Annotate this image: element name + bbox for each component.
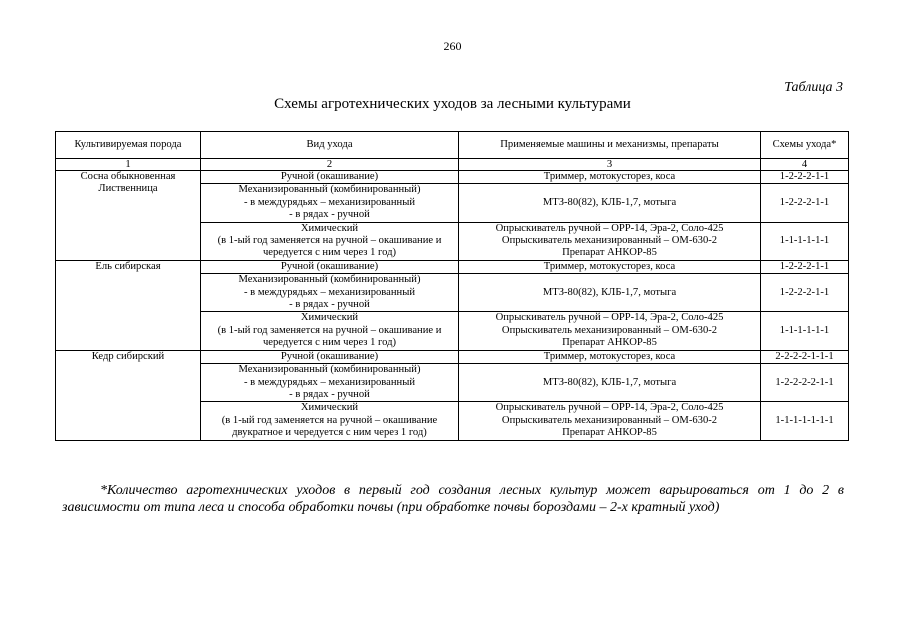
care-type-line: Химический — [300, 312, 359, 324]
species-name: Сосна обыкновенная — [80, 171, 176, 182]
table-row — [56, 350, 849, 363]
machines-line: Триммер, мотокусторез, коса — [543, 350, 676, 362]
table-body — [56, 132, 849, 441]
scheme-cell: 1-2-2-2-1-1 — [761, 260, 849, 273]
machines-line: Опрыскиватель ручной – ОРР-14, Эра-2, Соло-425 — [495, 312, 724, 324]
care-type-line: Механизированный (комбинированный) — [238, 364, 421, 376]
care-type-line: двукратное и чередуется с ним через 1 год) — [232, 427, 427, 439]
care-type-cell — [201, 274, 459, 312]
species-cell — [56, 171, 201, 261]
machines-cell — [459, 222, 761, 260]
header-cell-care-type: Вид ухода — [201, 132, 459, 159]
care-type-line: - в междурядьях – механизированный — [244, 196, 415, 208]
species-cell — [56, 350, 201, 440]
scheme-cell: 1-2-2-2-2-1-1 — [761, 364, 849, 402]
care-type-line: Механизированный (комбинированный) — [238, 184, 421, 196]
machines-line: МТЗ-80(82), КЛБ-1,7, мотыга — [542, 376, 677, 388]
header-cell-machines: Применяемые машины и механизмы, препараты — [459, 132, 761, 159]
header-cell-scheme: Схемы ухода* — [761, 132, 849, 159]
care-type-line: Химический — [300, 402, 359, 414]
table-title: Схемы агротехнических уходов за лесными культурами — [274, 96, 631, 112]
care-type-line: - в рядах - ручной — [289, 299, 370, 311]
machines-cell — [459, 402, 761, 440]
machines-line: Препарат АНКОР-85 — [562, 337, 657, 349]
care-type-line: Ручной (окашивание) — [280, 350, 379, 362]
machines-cell — [459, 312, 761, 350]
machines-line: Опрыскиватель механизированный – ОМ-630-2 — [501, 324, 718, 336]
machines-line: Препарат АНКОР-85 — [562, 247, 657, 259]
scheme-cell: 1-2-2-2-1-1 — [761, 171, 849, 184]
header-cell-species: Культивируемая порода — [56, 132, 201, 159]
care-type-line: Химический — [300, 222, 359, 234]
species-cell — [56, 260, 201, 350]
header-row — [56, 132, 849, 159]
care-type-cell — [201, 222, 459, 260]
species-name: Ель сибирская — [95, 260, 161, 272]
machines-line: МТЗ-80(82), КЛБ-1,7, мотыга — [542, 196, 677, 208]
care-type-line: (в 1-ый год заменяется на ручной – окашивание и — [217, 324, 442, 336]
machines-cell — [459, 171, 761, 184]
care-type-line: чередуется с ним через 1 год) — [262, 337, 397, 349]
care-type-cell — [201, 364, 459, 402]
machines-cell — [459, 350, 761, 363]
care-type-line: Ручной (окашивание) — [280, 171, 379, 182]
table-row — [56, 260, 849, 273]
scheme-cell: 1-2-2-2-1-1 — [761, 184, 849, 222]
scheme-cell: 1-1-1-1-1-1-1 — [761, 402, 849, 440]
machines-cell — [459, 260, 761, 273]
machines-line: Опрыскиватель механизированный – ОМ-630-2 — [501, 235, 718, 247]
machines-cell — [459, 364, 761, 402]
agrotech-care-table — [55, 131, 849, 441]
footnote: *Количество агротехнических уходов в первый год создания лесных культур может варьироваться от 1 до 2 в зависимости от типа леса и способа обработки почвы (при обработке почвы бороздами – 2-х кратный уход) — [62, 483, 844, 515]
care-type-cell — [201, 402, 459, 440]
scheme-cell: 1-1-1-1-1-1 — [761, 312, 849, 350]
care-type-line: - в междурядьях – механизированный — [244, 286, 415, 298]
machines-line: Триммер, мотокусторез, коса — [543, 260, 676, 272]
machines-line: Опрыскиватель механизированный – ОМ-630-2 — [501, 414, 718, 426]
species-name: Лиственница — [98, 183, 158, 195]
column-number: 3 — [459, 159, 761, 171]
column-number-row — [56, 159, 849, 171]
care-type-line: - в рядах - ручной — [289, 388, 370, 400]
machines-line: Опрыскиватель ручной – ОРР-14, Эра-2, Соло-425 — [495, 402, 724, 414]
care-type-cell — [201, 171, 459, 184]
care-type-line: Ручной (окашивание) — [280, 260, 379, 272]
machines-line: МТЗ-80(82), КЛБ-1,7, мотыга — [542, 286, 677, 298]
care-type-line: чередуется с ним через 1 год) — [262, 247, 397, 259]
care-type-line: - в рядах - ручной — [289, 209, 370, 221]
scheme-cell: 1-1-1-1-1-1 — [761, 222, 849, 260]
table-row — [56, 171, 849, 184]
care-type-line: (в 1-ый год заменяется на ручной – окашивание — [221, 414, 438, 426]
column-number: 1 — [56, 159, 201, 171]
machines-cell — [459, 274, 761, 312]
care-type-line: (в 1-ый год заменяется на ручной – окашивание и — [217, 235, 442, 247]
page-number: 260 — [443, 39, 462, 53]
scheme-cell: 2-2-2-2-1-1-1 — [761, 350, 849, 363]
care-type-line: - в междурядьях – механизированный — [244, 376, 415, 388]
care-type-line: Механизированный (комбинированный) — [238, 274, 421, 286]
care-type-cell — [201, 312, 459, 350]
care-type-cell — [201, 184, 459, 222]
column-number: 2 — [201, 159, 459, 171]
machines-line: Препарат АНКОР-85 — [562, 427, 657, 439]
machines-cell — [459, 184, 761, 222]
machines-line: Триммер, мотокусторез, коса — [543, 171, 676, 182]
machines-line: Опрыскиватель ручной – ОРР-14, Эра-2, Соло-425 — [495, 222, 724, 234]
column-number: 4 — [761, 159, 849, 171]
species-name: Кедр сибирский — [91, 350, 165, 362]
care-type-cell — [201, 260, 459, 273]
care-type-cell — [201, 350, 459, 363]
table-label: Таблица 3 — [784, 80, 843, 95]
scheme-cell: 1-2-2-2-1-1 — [761, 274, 849, 312]
